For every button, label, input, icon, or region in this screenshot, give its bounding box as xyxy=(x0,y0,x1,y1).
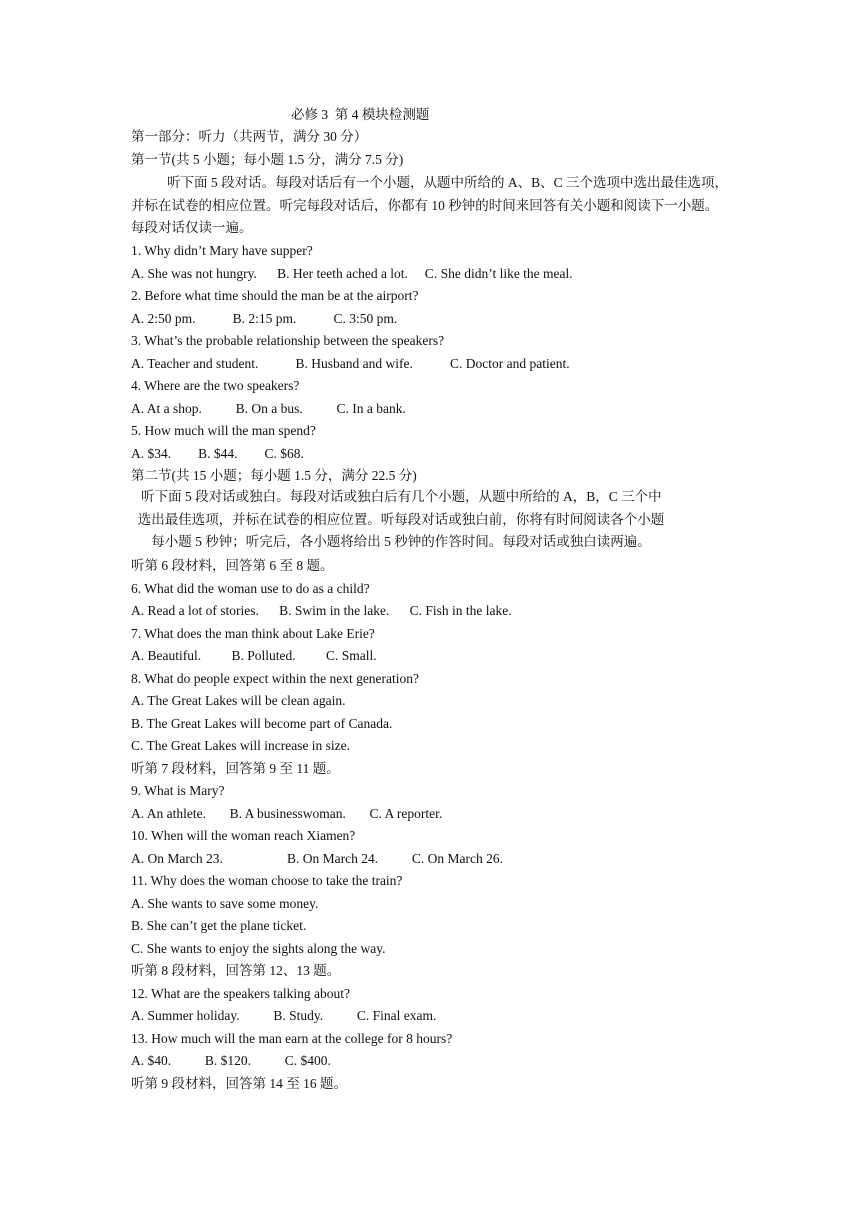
part1-heading: 第一部分：听力（共两节，满分 30 分） xyxy=(131,129,368,144)
q5-text: 5. How much will the man spend? xyxy=(131,423,316,438)
material-9-heading: 听第 9 段材料，回答第 14 至 16 题。 xyxy=(131,1076,347,1091)
q3-options: A. Teacher and student. B. Husband and wife. C. Doctor and patient. xyxy=(131,356,570,371)
material-7-heading: 听第 7 段材料，回答第 9 至 11 题。 xyxy=(131,761,340,776)
q6-text: 6. What did the woman use to do as a child? xyxy=(131,581,370,596)
q2-text: 2. Before what time should the man be at the airport? xyxy=(131,288,419,303)
q4-text: 4. Where are the two speakers? xyxy=(131,378,300,393)
q10-options: A. On March 23. B. On March 24. C. On March 26. xyxy=(131,851,503,866)
q8-text: 8. What do people expect within the next generation? xyxy=(131,671,420,686)
section1-heading: 第一节(共 5 小题；每小题 1.5 分，满分 7.5 分) xyxy=(131,152,404,167)
page-title: 必修 3 第 4 模块检测题 xyxy=(291,107,430,122)
q5-options: A. $34. B. $44. C. $68. xyxy=(131,446,304,461)
q11-option-b: B. She can’t get the plane ticket. xyxy=(131,918,307,933)
section2-instructions-line: 每小题 5 秒钟；听完后，各小题将给出 5 秒钟的作答时间。每段对话或独白读两遍。 xyxy=(131,534,651,549)
q10-text: 10. When will the woman reach Xiamen? xyxy=(131,828,356,843)
q6-options: A. Read a lot of stories. B. Swim in the lake. C. Fish in the lake. xyxy=(131,603,512,618)
q3-text: 3. What’s the probable relationship between the speakers? xyxy=(131,333,445,348)
q8-option-c: C. The Great Lakes will increase in size. xyxy=(131,738,351,753)
q4-options: A. At a shop. B. On a bus. C. In a bank. xyxy=(131,401,406,416)
q2-options: A. 2:50 pm. B. 2:15 pm. C. 3:50 pm. xyxy=(131,311,398,326)
q1-text: 1. Why didn’t Mary have supper? xyxy=(131,243,313,258)
q13-text: 13. How much will the man earn at the college for 8 hours? xyxy=(131,1031,453,1046)
section2-instructions xyxy=(131,486,731,554)
material-6-heading: 听第 6 段材料，回答第 6 至 8 题。 xyxy=(131,558,334,573)
material-8-heading: 听第 8 段材料，回答第 12、13 题。 xyxy=(131,963,341,978)
q11-text: 11. Why does the woman choose to take the train? xyxy=(131,873,403,888)
q7-options: A. Beautiful. B. Polluted. C. Small. xyxy=(131,648,377,663)
q7-text: 7. What does the man think about Lake Erie? xyxy=(131,626,375,641)
q13-options: A. $40. B. $120. C. $400. xyxy=(131,1053,331,1068)
q11-option-a: A. She wants to save some money. xyxy=(131,896,319,911)
section2-instructions-line: 听下面 5 段对话或独白。每段对话或独白后有几个小题，从题中所给的 A，B，C 三个中 xyxy=(131,489,662,504)
q8-option-b: B. The Great Lakes will become part of Canada. xyxy=(131,716,393,731)
q9-options: A. An athlete. B. A businesswoman. C. A reporter. xyxy=(131,806,443,821)
section2-heading: 第二节(共 15 小题；每小题 1.5 分，满分 22.5 分) xyxy=(131,468,417,483)
section2-instructions-line: 选出最佳选项，并标在试卷的相应位置。听每段对话或独白前，你将有时间阅读各个小题 xyxy=(131,511,665,527)
q8-option-a: A. The Great Lakes will be clean again. xyxy=(131,693,346,708)
q12-options: A. Summer holiday. B. Study. C. Final exam. xyxy=(131,1008,437,1023)
q11-option-c: C. She wants to enjoy the sights along the way. xyxy=(131,941,386,956)
q12-text: 12. What are the speakers talking about? xyxy=(131,986,351,1001)
q9-text: 9. What is Mary? xyxy=(131,783,225,798)
section1-instructions: 听下面 5 段对话。每段对话后有一个小题，从题中所给的 A、B、C 三个选项中选出最佳选项，并标在试卷的相应位置。听完每段对话后，你都有 10 秒钟的时间来回答有关小题和阅读下一小题。每段对话仅读一遍。 xyxy=(131,175,729,235)
q1-options: A. She was not hungry. B. Her teeth ached a lot. C. She didn’t like the meal. xyxy=(131,266,573,281)
